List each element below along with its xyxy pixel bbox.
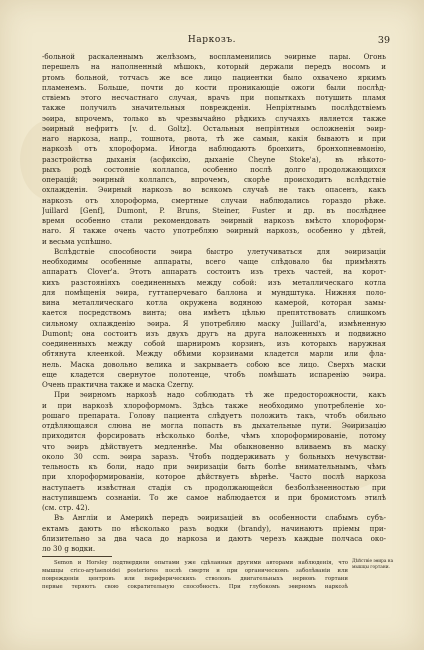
margin-note: Дѣйствіе эѳира на мышцы гортани. <box>352 559 394 571</box>
text-line: соединенныхъ между собой шарниромъ корзинъ, изъ которыхъ наружная <box>42 339 386 348</box>
running-header <box>0 35 424 49</box>
footnote <box>42 559 348 591</box>
text-line: ектамъ даютъ по нѣсколько разъ водки (brandy), начинаютъ пріемы при- <box>42 523 386 533</box>
text-line: и при наркозѣ хлороформомъ. Здѣсь также необходимо употребленіе хо- <box>42 400 386 410</box>
text-line: что эѳиръ дѣйствуетъ медленнѣе. Мы обыкновенно вливаемъ въ маску <box>42 441 386 451</box>
text-line: кается посредствомъ винта; она имѣетъ цѣлью препятствовать слишкомъ <box>42 308 386 318</box>
text-line: наркозѣ отъ хлороформа. Иногда наблюдаютъ бронхитъ, бронхопневмонію, <box>42 144 386 154</box>
text-line: время особенно стали рекомендовать эѳирный наркозъ вмѣсто хлороформ- <box>42 216 386 225</box>
text-line: наго. Я также очень часто употребляю эѳирный наркозъ, особенно у дѣтей, <box>42 226 386 236</box>
footnote-rule <box>42 556 112 557</box>
text-line: сильному охлажденію эѳира. Я употребляю маску Juillard'а, измѣненную <box>42 318 386 328</box>
text-line: Dumont; она состоитъ изъ двухъ другъ на друга наложенныхъ и подвижно <box>42 328 386 338</box>
text-line: наступившемъ сознаніи. То же самое наблюдается и при бромистомъ этилѣ <box>42 492 386 502</box>
text-line: наркозъ отъ хлороформа, смертные случаи наблюдались гораздо рѣже. <box>42 195 386 205</box>
text-line: и весьма успѣшно. <box>42 236 113 246</box>
text-line: охлажденія. Эѳирный наркозъ во всякомъ случаѣ не такъ опасенъ, какъ <box>42 185 386 195</box>
text-line: тельность къ боли, надо при эѳиризаціи быть болѣе внимательнымъ, чѣмъ <box>42 462 386 471</box>
text-line: (см. стр. 42). <box>42 503 90 512</box>
text-line: перешелъ на наполненный мѣшокъ, который держали передъ носомъ и <box>42 62 386 72</box>
text-line: отдѣляющаяся слюна не могла попасть въ дыхательные пути. Эѳиризацію <box>42 421 386 430</box>
text-line: при хлороформированіи, которое дѣйствуетъ вѣрнѣе. Часто послѣ наркоза <box>42 472 386 482</box>
text-line: ло 30 g водки. <box>42 544 96 553</box>
footnote-line: Semon и Horsley подтвердили опытами уже сдѣланныя другими авторами наблюденія, что <box>54 560 348 566</box>
text-line: разстройства дыханія (асфиксію, дыханіе Cheyne Stoke'а), въ нѣкото- <box>42 154 386 164</box>
text-line: еще кладется свернутое полотенце, чтобъ помѣшать испаренію эѳира. <box>42 369 386 379</box>
text-line: также получилъ значительныя поврежденія. Непріятнымъ послѣдствіемъ <box>42 103 386 113</box>
footnote-line: поврежденіи центровъ или периферическихъ стволовъ двигательныхъ нервовъ гортани <box>42 576 348 582</box>
text-line: рошаго препарата. Голову пациента слѣдуетъ положить такъ, чтобъ обильно <box>42 410 386 420</box>
text-line: наго наркоза, напр., тошнота, рвота, тѣ же самыя, какія бываютъ и при <box>42 134 386 143</box>
running-title: Наркозъ. <box>187 35 237 45</box>
text-line: Очень практична также и маска Czerny. <box>42 380 194 389</box>
text-line: эѳира, впрочемъ, только въ чрезвычайно рѣдкихъ случаяхъ является также <box>42 113 386 123</box>
text-line: вина металлическаго котла окружена водяною камерой, которая замы- <box>42 298 386 307</box>
footnote-line: мышцы crico-arytaenoidei posteriores послѣ смерти и при органическомъ заболѣваніи или <box>42 568 348 574</box>
text-line: Вслѣдствіе способности эѳира быстро улетучиваться для эѳиризаціи <box>54 246 386 256</box>
text-line: -больной раскаленнымъ желѣзомъ, воспламенились эѳирные пары. Огонь <box>42 52 386 61</box>
page-number: 39 <box>377 35 390 46</box>
text-line: рыхъ родѣ состояніе коллапса, особенно послѣ долго продолжающихся <box>42 164 386 174</box>
text-line: близительно за два часа до наркоза и даютъ черезъ каждые полчаса око- <box>42 533 386 543</box>
text-line: пламенемъ. Больше, почти до кости проникающіе ожоги были послѣд- <box>42 82 386 92</box>
text-line: Juillard [Genf], Dumont, P. Bruns, Steiner, Fuster и др. въ послѣднее <box>42 205 386 215</box>
text-line: наступаетъ извѣстная стадія съ продолжающейся безболѣзненностью при <box>42 482 386 492</box>
footnote-line: первые теряютъ свою сократительную способность. При глубокомъ эѳирномъ наркозѣ <box>42 584 348 590</box>
text-line: нель. Маска довольно велика и закрываетъ собою все лицо. Сверхъ маски <box>42 359 386 369</box>
text-line: операцій; эѳирный коллапсъ, впрочемъ, скорѣе происходитъ вслѣдствіе <box>42 175 386 184</box>
text-line: ртомъ больной, тотчасъ же все лицо пациентки было охвачено яркимъ <box>42 72 386 82</box>
text-line: ствіемъ этого несчастнаго случая, врачъ при попыткахъ потушить пламя <box>42 93 386 102</box>
text-line: эѳирный нефритъ [v. d. Goltz]. Остальныя непріятныя осложненія эѳир- <box>42 123 386 133</box>
text-line: аппаратъ Clover'а. Этотъ аппаратъ состоитъ изъ трехъ частей, на корот- <box>42 267 386 277</box>
text-line: приходится форсировать нѣсколько болѣе, чѣмъ хлороформированіе, потому <box>42 431 386 441</box>
text-line: Въ Англіи и Америкѣ передъ эѳиризаціей въ особенности слабымъ субъ- <box>54 513 386 523</box>
text-line: При эѳирномъ наркозѣ надо соблюдать тѣ же предосторожности, какъ <box>54 390 386 400</box>
text-line: для помѣщенія эѳира, гуттаперчеваго баллона и мундштука. Нижняя поло- <box>42 287 386 297</box>
body-text <box>42 52 386 554</box>
text-line: необходимы особенные аппараты, всего чаще слѣдовало бы примѣнять <box>42 257 386 266</box>
text-line: обтянута клеенкой. Между обѣими корзинами кладется марли или фла- <box>42 349 386 359</box>
text-line: кихъ разстояніяхъ соединенныхъ между собой: изъ металлическаго котла <box>42 277 386 287</box>
text-line: около 30 ccm. эѳира заразъ. Чтобъ поддерживать у больныхъ нечувстви- <box>42 451 386 461</box>
